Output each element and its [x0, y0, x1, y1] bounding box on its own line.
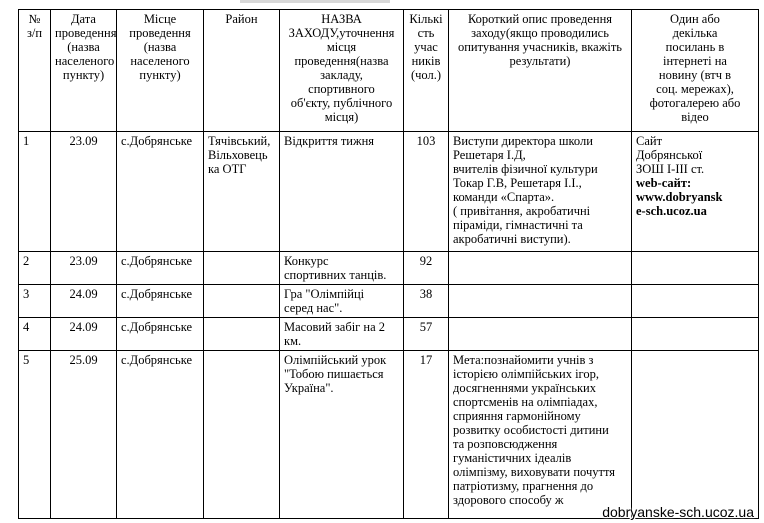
row-number: 5	[19, 351, 51, 519]
row-links	[632, 252, 759, 285]
row-description	[449, 285, 632, 318]
table-row	[19, 132, 759, 252]
row-place: с.Добрянське	[117, 318, 204, 351]
row-district	[204, 351, 280, 519]
header-date: Дата проведення (назва населеного пункту)	[51, 10, 117, 132]
row-place: с.Добрянське	[117, 252, 204, 285]
links-website-url[interactable]: web-сайт: www.dobryansk e-sch.ucoz.ua	[636, 176, 723, 218]
header-event: НАЗВА ЗАХОДУ,уточнення місця проведення(назва закладу, спортивного об'єкту, публічного місця)	[280, 10, 404, 132]
description-line: Мета:познайомити учнів з	[453, 353, 594, 367]
row-participants: 57	[404, 318, 449, 351]
row-description	[449, 351, 632, 519]
row-district	[204, 318, 280, 351]
row-participants: 17	[404, 351, 449, 519]
row-date: 23.09	[51, 132, 117, 252]
row-date: 24.09	[51, 318, 117, 351]
row-links	[632, 285, 759, 318]
row-district: Тячівський, Вільховець ка ОТГ	[204, 132, 280, 252]
row-participants: 103	[404, 132, 449, 252]
row-description: Виступи директора школи Решетаря І.Д, вчителів фізичної культури Токар Г.В, Решетаря І.І., команди «Спарта». ( привітання, акробатичні піраміди, гімнастичні та акробатичні виступи).	[449, 132, 632, 252]
table-row	[19, 285, 759, 318]
table-row	[19, 318, 759, 351]
row-links	[632, 318, 759, 351]
row-number: 4	[19, 318, 51, 351]
row-event: Олімпійський урок "Тобою пишається Україна".	[280, 351, 404, 519]
header-district: Район	[204, 10, 280, 132]
row-event: Відкриття тижня	[280, 132, 404, 252]
row-date: 23.09	[51, 252, 117, 285]
row-place: с.Добрянське	[117, 285, 204, 318]
row-number: 3	[19, 285, 51, 318]
header-description: Короткий опис проведення заходу(якщо проводились опитування учасників, вкажіть результати)	[449, 10, 632, 132]
description-line: спортсменів на олімпіадах,	[453, 395, 598, 409]
header-number: № з/п	[19, 10, 51, 132]
row-number: 1	[19, 132, 51, 252]
description-line: патріотизму, прагнення до	[453, 479, 594, 493]
description-line: розвитку особистості дитини	[453, 423, 609, 437]
row-description	[449, 318, 632, 351]
header-participants: Кількі сть учас ників (чол.)	[404, 10, 449, 132]
description-line: здорового способу ж	[453, 493, 564, 507]
row-event: Гра "Олімпійці серед нас".	[280, 285, 404, 318]
description-line: досягненнями українських	[453, 381, 596, 395]
row-place: с.Добрянське	[117, 351, 204, 519]
header-links: Один або декілька посилань в інтернеті на новину (втч в соц. мережах), фотогалерею або відео	[632, 10, 759, 132]
row-participants: 38	[404, 285, 449, 318]
header-place: Місце проведення (назва населеного пункту)	[117, 10, 204, 132]
table-row	[19, 351, 759, 519]
description-line: олімпізму, виховувати почуття	[453, 465, 616, 479]
row-district	[204, 252, 280, 285]
row-district	[204, 285, 280, 318]
row-event: Конкурс спортивних танців.	[280, 252, 404, 285]
row-links	[632, 351, 759, 519]
site-watermark: dobryanske-sch.ucoz.ua	[602, 504, 754, 520]
row-event: Масовий забіг на 2 км.	[280, 318, 404, 351]
description-line: гуманістичних ідеалів	[453, 451, 572, 465]
links-site-label: Сайт Добрянської ЗОШ І-ІІІ ст.	[636, 134, 705, 176]
table-header-row	[19, 10, 759, 132]
row-description	[449, 252, 632, 285]
row-links	[632, 132, 759, 252]
row-date: 24.09	[51, 285, 117, 318]
description-line: сприяння гармонійному	[453, 409, 581, 423]
row-place: с.Добрянське	[117, 132, 204, 252]
cropped-heading-remnant	[240, 0, 390, 3]
description-line: та розповсюдження	[453, 437, 558, 451]
description-line: історією олімпійських ігор,	[453, 367, 599, 381]
row-date: 25.09	[51, 351, 117, 519]
row-number: 2	[19, 252, 51, 285]
table-row	[19, 252, 759, 285]
events-table	[18, 9, 759, 519]
row-participants: 92	[404, 252, 449, 285]
